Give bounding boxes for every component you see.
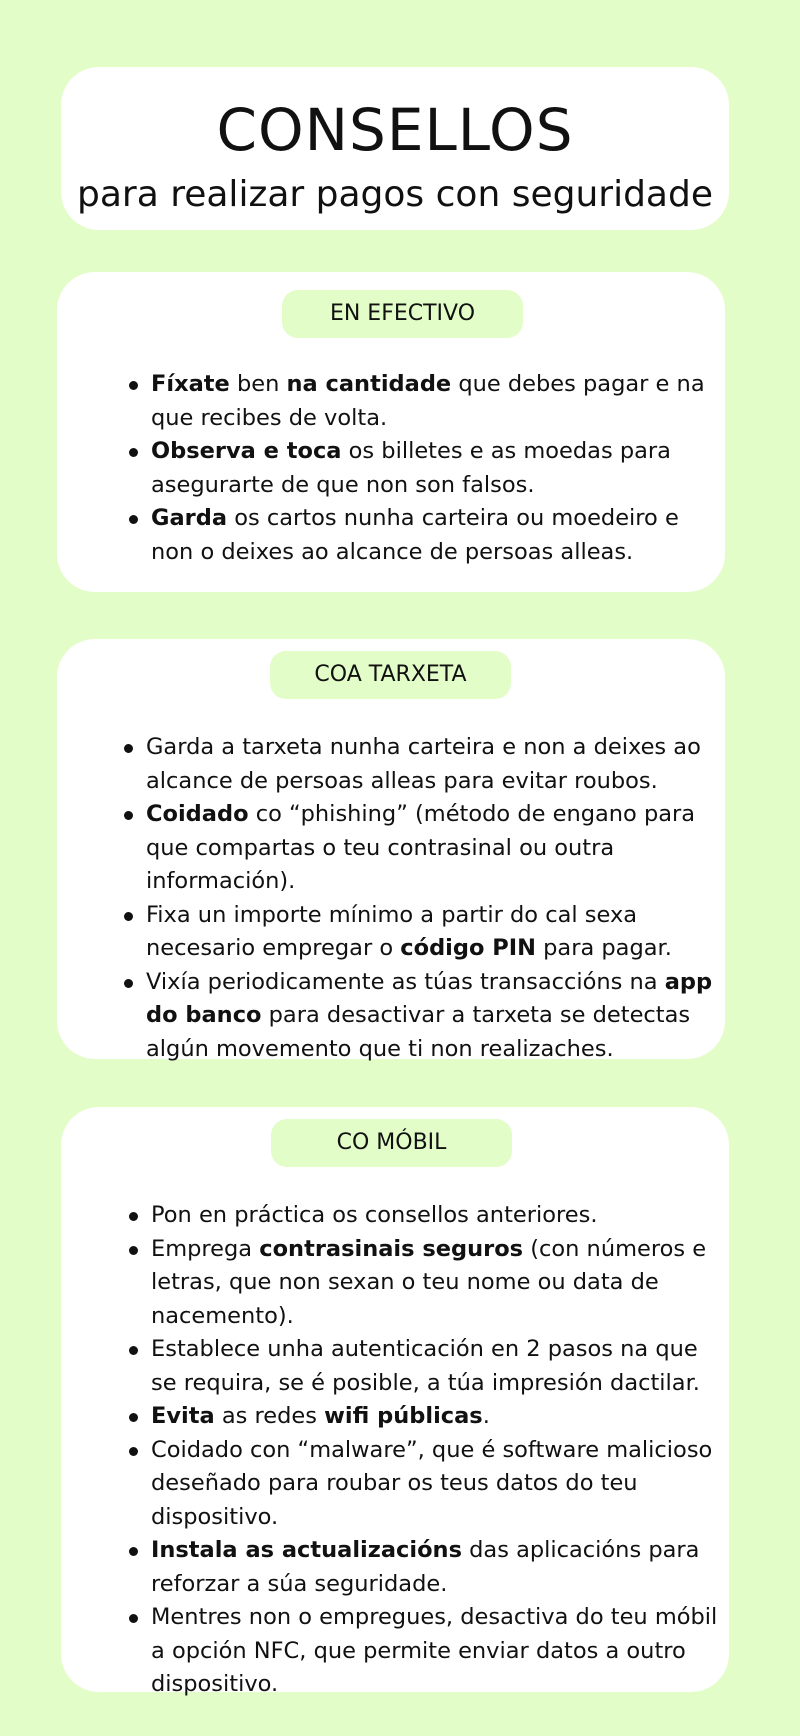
section-heading-card: COA TARXETA <box>270 651 511 699</box>
tip-item <box>118 731 718 798</box>
tip-bold-text: Observa e toca <box>151 438 342 464</box>
tips-list-card <box>118 731 718 1066</box>
tip-item <box>123 1601 723 1702</box>
tip-text: Pon en práctica os consellos anteriores. <box>151 1202 598 1228</box>
tip-item <box>123 1434 723 1535</box>
tip-bold-text: Fíxate <box>151 371 230 397</box>
tip-text: que debes pagar e na que recibes de volta. <box>151 371 705 431</box>
tip-text: Emprega <box>151 1235 260 1262</box>
tip-text: Fixa un importe mínimo a partir do cal sexa necesario empregar o <box>146 901 638 961</box>
tip-item <box>123 1199 723 1233</box>
tip-bold-text: código PIN <box>400 935 536 961</box>
tip-text: os cartos nunha carteira ou moedeiro e non o deixes ao alcance de persoas alleas. <box>151 505 679 565</box>
tip-text: . <box>482 1403 490 1429</box>
tip-text: Vixía periodicamente as túas transaccións na <box>146 968 665 995</box>
section-heading-cash: EN EFECTIVO <box>282 290 523 338</box>
tip-text: ben <box>229 371 287 397</box>
tip-text: Establece unha autenticación en 2 pasos na que se requira, se é posible, a túa impresión dactilar. <box>151 1336 700 1396</box>
page-subtitle: para realizar pagos con seguridade <box>77 174 713 215</box>
section-card-card <box>57 639 725 1062</box>
tip-item <box>123 1534 723 1601</box>
tip-text: Coidado con “malware”, que é software malicioso deseñado para roubar os teus datos do teu dispositivo. <box>151 1436 713 1530</box>
section-cash-card <box>57 272 725 592</box>
section-mobile-card <box>61 1107 729 1697</box>
tip-item <box>118 899 718 966</box>
tip-item <box>123 1333 723 1400</box>
tips-list-mobile <box>123 1199 723 1702</box>
tip-item <box>123 1233 723 1334</box>
tip-item <box>123 368 723 435</box>
tip-item <box>123 1400 723 1434</box>
tip-text: Garda a tarxeta nunha carteira e non a deixes ao alcance de persoas alleas para evitar roubos. <box>146 734 701 794</box>
tip-item <box>118 798 718 899</box>
tip-item <box>118 966 718 1067</box>
tip-text: co “phishing” (método de engano para que compartas o teu contrasinal ou outra información). <box>146 801 696 894</box>
tip-item <box>123 435 723 502</box>
tip-bold-text: Garda <box>151 505 228 531</box>
tip-text: (con números e letras, que non sexan o teu nome ou data de nacemento). <box>151 1235 707 1329</box>
tip-bold-text: wifi públicas <box>324 1403 483 1429</box>
tip-text: para desactivar a tarxeta se detectas algún movemento que ti non realizaches. <box>146 1002 691 1062</box>
tip-bold-text: na cantidade <box>286 371 452 397</box>
tips-list-cash <box>123 368 723 569</box>
tip-bold-text: Coidado <box>146 801 249 827</box>
tip-text: para pagar. <box>535 935 672 961</box>
tip-item <box>123 502 723 569</box>
tip-text: as redes <box>214 1403 325 1429</box>
section-heading-mobile: CO MÓBIL <box>271 1119 512 1167</box>
title-card <box>61 67 729 230</box>
tip-text: os billetes e as moedas para asegurarte de que non son falsos. <box>151 438 671 498</box>
tip-bold-text: contrasinais seguros <box>259 1235 524 1262</box>
tip-text: das aplicacións para reforzar a súa seguridade. <box>151 1537 700 1597</box>
tip-bold-text: app do banco <box>146 968 713 1028</box>
tip-bold-text: Instala as actualizacións <box>151 1537 462 1563</box>
page-title: CONSELLOS <box>216 96 574 164</box>
tip-text: Mentres non o empregues, desactiva do teu móbil a opción NFC, que permite enviar datos a outro dispositivo. <box>151 1604 718 1697</box>
tip-bold-text: Evita <box>151 1403 215 1429</box>
